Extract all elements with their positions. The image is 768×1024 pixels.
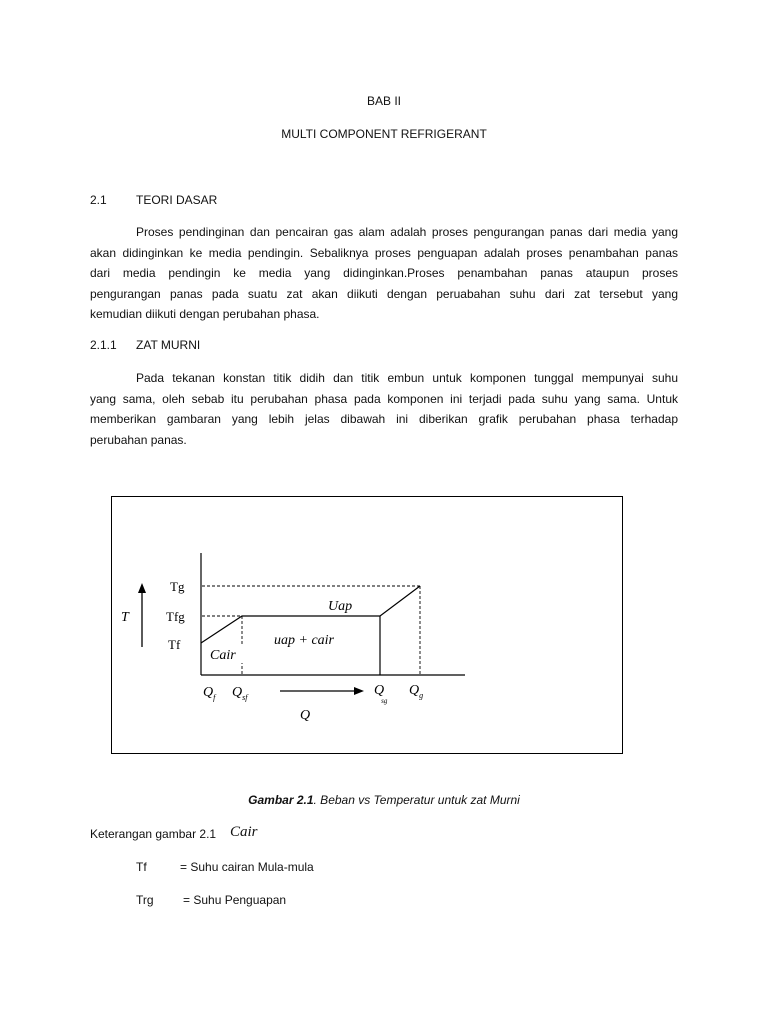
legend-symbol-tf: Tf: [136, 860, 147, 874]
paragraph-1-line-5: kemudian diikuti dengan perubahan phasa.: [90, 307, 320, 321]
paragraph-2-line-2: yang sama, oleh sebab itu perubahan phasa pada komponen ini terjadi pada suhu yang sama. Untuk: [90, 391, 678, 406]
q-arrow-head: [354, 687, 364, 695]
label-cair: Cair: [210, 648, 236, 663]
figure-caption: [0, 793, 768, 807]
legend-desc-tf: = Suhu cairan Mula-mula: [180, 860, 314, 874]
legend-heading-cair: Cair: [230, 824, 258, 840]
legend-heading: Keterangan gambar 2.1: [90, 827, 217, 841]
label-qg: $Q_g$: [409, 683, 424, 700]
paragraph-2-line-1: Pada tekanan konstan titik didih dan titik embun untuk komponen tunggal mempunyai suhu: [136, 371, 678, 385]
paragraph-1-line-3: dari media pendingin ke media yang didinginkan.Proses penambahan panas ataupun proses: [90, 266, 678, 280]
subsection-number: 2.1.1: [90, 338, 117, 352]
figure-frame: [111, 496, 623, 754]
label-uap: Uap: [328, 599, 353, 614]
paragraph-1-line-4: pengurangan panas pada suatu zat akan diikuti dengan peruabahan suhu dari zat tersebut yang: [90, 286, 678, 301]
y-axis-symbol: T: [121, 610, 129, 625]
label-uap-cair: uap + cair: [274, 633, 334, 648]
legend-symbol-trg: Trg: [136, 893, 154, 907]
label-tfg: Tfg: [166, 609, 185, 624]
label-qsg: Q sg: [374, 683, 388, 705]
label-qf: $Q_f$: [203, 685, 216, 702]
legend-desc-trg: = Suhu Penguapan: [183, 893, 287, 907]
t-arrow-head: [138, 583, 146, 593]
caption-label: Gambar 2.1: [248, 793, 314, 807]
chapter-heading: BAB II: [366, 94, 401, 108]
document-title: MULTI COMPONENT REFRIGERANT: [281, 127, 487, 141]
paragraph-1-line-2: akan didinginkan ke media pendingin. Sebaliknya proses penguapan adalah proses penambahan panas: [90, 245, 678, 260]
paragraph-2-line-4: perubahan panas.: [90, 432, 187, 447]
section-number: 2.1: [90, 193, 107, 207]
paragraph-2-line-3: memberikan gambaran yang lebih jelas dibawah ini diberikan grafik perubahan phasa terhadap: [90, 412, 678, 426]
label-tg: Tg: [170, 579, 185, 594]
section-title: TEORI DASAR: [136, 193, 218, 207]
caption-text: . Beban vs Temperatur untuk zat Murni: [313, 793, 520, 807]
subsection-title: ZAT MURNI: [136, 338, 201, 352]
x-axis-symbol: Q: [300, 708, 311, 723]
label-qsf: $Q_{sf}$: [232, 685, 248, 702]
phase-diagram: [112, 497, 622, 753]
paragraph-1-line-1: Proses pendinginan dan pencairan gas alam adalah proses pengurangan panas dari media yang: [136, 225, 678, 239]
label-tf: Tf: [168, 637, 181, 652]
